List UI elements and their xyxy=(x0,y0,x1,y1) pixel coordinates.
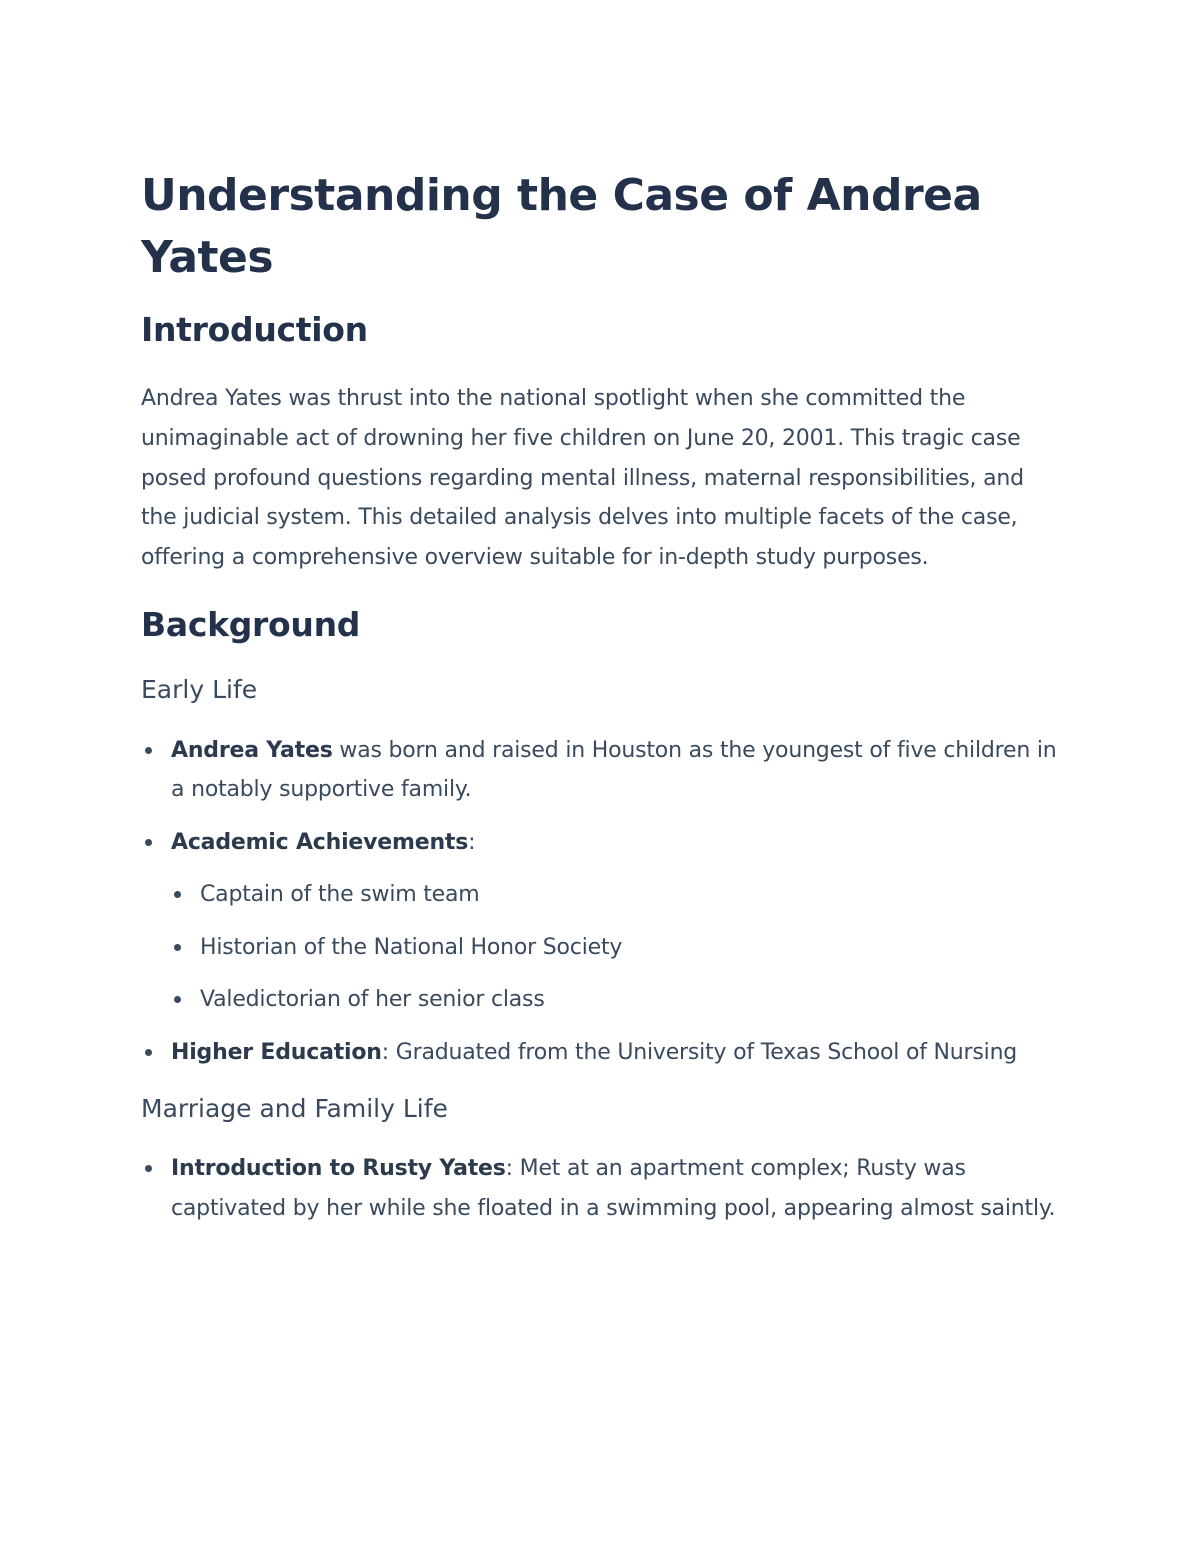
list-item-text: was born and raised in Houston as the youngest of five children in a notably supportive family. xyxy=(171,737,1057,803)
subsection-heading-marriage: Marriage and Family Life xyxy=(141,1094,448,1124)
section-heading-introduction: Introduction xyxy=(141,310,368,349)
list-item xyxy=(171,1033,1061,1073)
sublist-item-text: Captain of the swim team xyxy=(200,882,480,908)
marriage-list xyxy=(141,1149,1061,1228)
sublist-item-text: Valedictorian of her senior class xyxy=(200,987,545,1013)
sublist-item-text: Historian of the National Honor Society xyxy=(200,934,623,960)
introduction-paragraph: Andrea Yates was thrust into the national spotlight when she committed the unimaginable act of drowning her five children on June 20, 2001. This tragic case posed profound questions regarding mental illness, maternal responsibilities, and the judicial system. This detailed analysis delves into multiple facets of the case, offering a comprehensive overview suitable for in-depth study purposes. xyxy=(141,386,1024,571)
bullet-icon xyxy=(145,1049,152,1056)
list-item-text: : Met at an apartment complex; Rusty was captivated by her while she floated in a swimming pool, appearing almost saintly. xyxy=(171,1156,1056,1221)
subsection-heading-early-life: Early Life xyxy=(141,674,258,704)
achievements-sublist xyxy=(171,875,1061,1020)
list-item-bold: Introduction to Rusty Yates xyxy=(171,1156,506,1182)
early-life-list xyxy=(141,731,1061,1073)
sublist-item xyxy=(200,875,1061,915)
section-heading-background: Background xyxy=(141,604,361,644)
list-item-bold: Higher Education xyxy=(171,1039,382,1065)
list-item xyxy=(171,1149,1061,1228)
list-item xyxy=(171,731,1061,810)
document-page xyxy=(141,165,1061,1228)
bullet-icon xyxy=(145,747,152,754)
list-item-bold: Andrea Yates xyxy=(171,737,333,763)
list-item-bold: Academic Achievements xyxy=(171,829,469,855)
bullet-icon xyxy=(145,1165,152,1172)
bullet-icon xyxy=(174,891,181,898)
list-item xyxy=(171,823,1061,1020)
bullet-icon xyxy=(174,996,181,1003)
bullet-icon xyxy=(174,944,181,951)
sublist-item xyxy=(200,928,1061,968)
list-item-text: : xyxy=(468,829,476,855)
sublist-item xyxy=(200,980,1061,1020)
document-title: Understanding the Case of Andrea Yates xyxy=(141,170,982,283)
bullet-icon xyxy=(145,839,152,846)
list-item-text: : Graduated from the University of Texas School of Nursing xyxy=(381,1039,1018,1065)
